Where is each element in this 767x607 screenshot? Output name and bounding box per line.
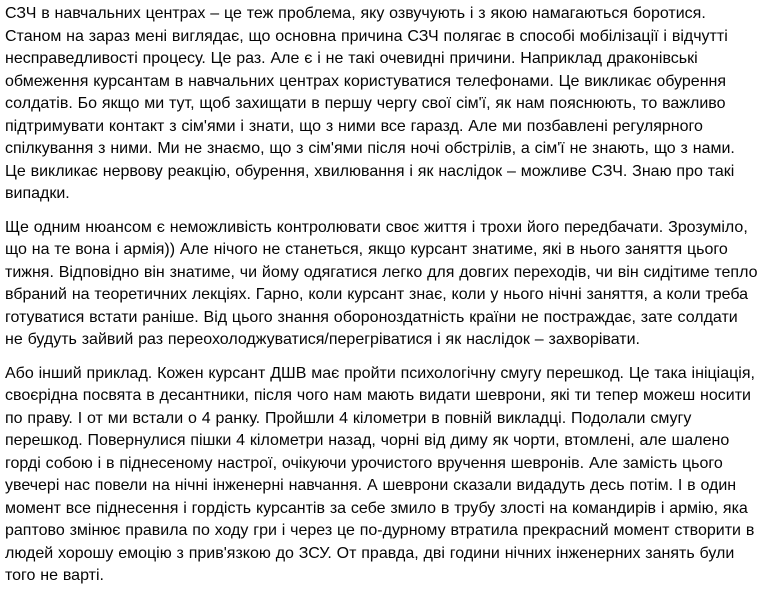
post-paragraph: СЗЧ в навчальних центрах – це теж проблема, яку озвучують і з якою намагаються боротися. Станом на зараз мені виглядає, що основна причина СЗЧ полягає в способі мобілізації і відчутті несправедливості процесу. Це раз. Але є і не такі очевидні причини. Наприклад драконівські обмеження курсантам в навчальних центрах користуватися телефонами. Це викликає обурення солдатів. Бо якщо ми тут, щоб захищати в першу чергу свої сім'ї, як нам пояснюють, то важливо підтримувати контакт з сім'ями і знати, що з ними все гаразд. Але ми позбавлені регулярного спілкування з ними. Ми не знаємо, що з сім'ями після ночі обстрілів, а сім'ї не знають, що з нами. Це викликає нервову реакцію, обурення, хвилювання і як наслідок – можливе СЗЧ. Знаю про такі випадки. — [5, 5, 735, 202]
post-paragraph: Ще одним нюансом є неможливість контролювати своє життя і трохи його передбачати. Зрозуміло, що на те вона і армія)) Але нічого не станеться, якщо курсант знатиме, які в нього заняття цього тижня. Відповідно він знатиме, чи йому одягатися легко для довгих переходів, чи він сидітиме тепло вбраний на теоретичних лекціях. Гарно, коли курсант знає, коли у нього нічні заняття, а коли треба готуватися встати раніше. Від цього знання обороноздатність країни не постраждає, зате солдати не будуть зайвий раз переохолоджуватися/перегріватися і як наслідок – захворівати. — [5, 218, 758, 348]
post-paragraph: Або інший приклад. Кожен курсант ДШВ має пройти психологічну смугу перешкод. Це така ініціація, своєрідна посвята в десантники, після чого нам мають видати шеврони, які ти тепер можеш носити по праву. І от ми встали о 4 ранку. Пройшли 4 кілометри в повній викладці. Подолали смугу перешкод. Повернулися пішки 4 кілометри назад, чорні від диму як чорти, втомлені, але шалено горді собою і в піднесеному настрої, очікуючи урочистого вручення шевронів. Але замість цього увечері нас повели на нічні інженерні навчання. А шеврони сказали видадуть десь потім. І в один момент все піднесення і гордість курсантів за себе змило в трубу злості на командирів і армію, яка раптово змінює правила по ходу гри і через це по-дурному втратила прекрасний момент створити в людей хорошу емоцію з прив'язкою до ЗСУ. От правда, дві години нічних інженерних занять були того не варті. — [5, 364, 755, 584]
